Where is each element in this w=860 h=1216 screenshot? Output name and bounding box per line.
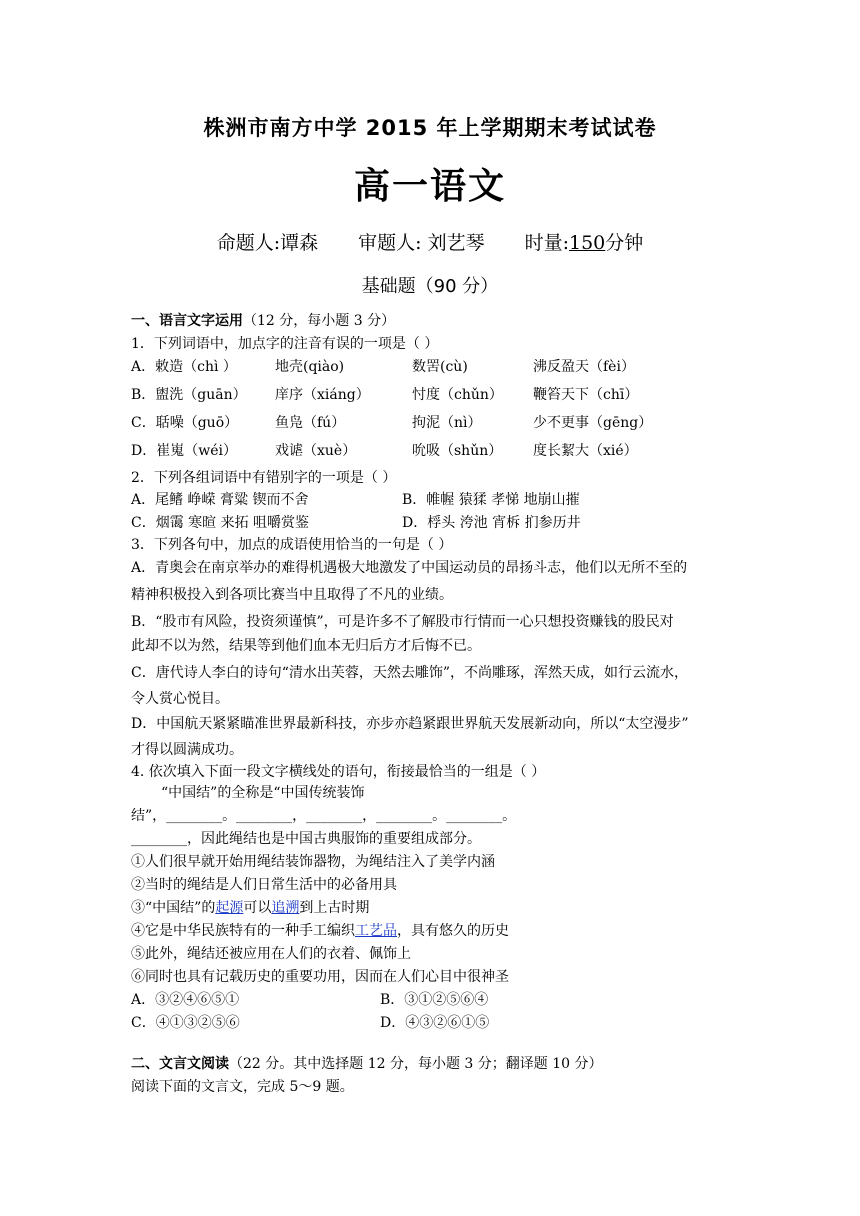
q4-sentence-5: ⑤此外，绳结还被应用在人们的衣着、佩饰上: [131, 946, 411, 962]
q3-option-d-line1: D．中国航天紧紧瞄准世界最新科技，亦步亦趋紧跟世界航天发展新动向，所以“太空漫步”: [131, 716, 689, 732]
q1-option-d-4: 度长絜大（xié）: [533, 443, 638, 459]
q1-option-c-2: 鱼凫（fú）: [275, 415, 346, 431]
q4-sentence-4: [131, 920, 509, 940]
q1-option-a-3: 数罟(cù): [412, 359, 468, 375]
link-gongyipin[interactable]: 工艺品: [355, 923, 397, 939]
school-title: 株洲市南方中学 2015 年上学期期末考试试卷: [203, 116, 657, 140]
q1-option-c-4: 少不更事（gēng）: [533, 415, 653, 431]
q1-option-b-1: B．盥洗（guān）: [131, 387, 247, 403]
q3-option-c-line2: 令人赏心悦目。: [131, 691, 229, 707]
q1-stem: 1．下列词语中，加点字的注音有误的一项是（ ）: [131, 336, 439, 352]
reviewer-label: 审题人: 刘艺琴: [358, 232, 485, 254]
q4-sentence-3: [131, 897, 369, 917]
q4-option-a: A．③②④⑥⑤①: [131, 992, 240, 1008]
q4-stem: 4. 依次填入下面一段文字横线处的语句，衔接最恰当的一组是（ ）: [131, 764, 546, 780]
q4-sentence-3-part-a: ③“中国结”的: [131, 900, 216, 916]
part2-heading-note: （22 分。其中选择题 12 分，每小题 3 分；翻译题 10 分）: [229, 1056, 603, 1072]
q1-option-c-1: C．聒噪（guō）: [131, 415, 239, 431]
q1-option-b-2: 庠序（xiáng）: [275, 387, 370, 403]
q4-sentence-4-part-b: ，具有悠久的历史: [397, 923, 509, 939]
q2-option-a: A．尾鳍 峥嵘 膏粱 锲而不舍: [131, 492, 309, 508]
q4-sentence-1: ①人们很早就开始用绳结装饰器物，为绳结注入了美学内涵: [131, 854, 495, 870]
q4-passage-line3: ________，因此绳结也是中国古典服饰的重要组成部分。: [131, 831, 481, 847]
time-unit: 分钟: [605, 232, 644, 254]
q4-passage-line1: “中国结”的全称是“中国传统装饰: [161, 785, 365, 801]
q4-sentence-2: ②当时的绳结是人们日常生活中的必备用具: [131, 877, 397, 893]
q4-sentence-4-part-a: ④它是中华民族特有的一种手工编织: [131, 923, 355, 939]
q3-option-b-line1: B．“股市有风险，投资须谨慎”，可是许多不了解股市行情而一心只想投资赚钱的股民对: [131, 614, 674, 630]
q1-option-b-3: 忖度（chǔn）: [412, 387, 503, 403]
q1-option-c-3: 拘泥（nì）: [412, 415, 482, 431]
part2-intro: 阅读下面的文言文，完成 5～9 题。: [131, 1079, 354, 1095]
q4-option-c: C．④①③②⑤⑥: [131, 1015, 240, 1031]
link-zhuisu[interactable]: 追溯: [271, 900, 300, 916]
q1-option-d-1: D．崔嵬（wéi）: [131, 443, 237, 459]
q2-option-c: C．烟霭 寒暄 来拓 咀嚼赏鉴: [131, 515, 310, 531]
q3-option-a-line2: 精神积极投入到各项比赛当中且取得了不凡的业绩。: [131, 587, 453, 603]
time-label: 时量:: [524, 232, 569, 254]
q1-option-a-4: 沸反盈天（fèi）: [533, 359, 635, 375]
q1-option-b-4: 鞭笞天下（chī）: [533, 387, 639, 403]
part2-heading-line: [131, 1053, 603, 1073]
q4-option-d: D．④③②⑥①⑤: [380, 1015, 490, 1031]
q3-option-a-line1: A．青奥会在南京举办的难得机遇极大地激发了中国运动员的昂扬斗志，他们以无所不至的: [131, 560, 688, 576]
section-title: 基础题（90 分）: [361, 276, 499, 297]
q4-sentence-3-part-b: 可以: [243, 900, 272, 916]
q1-option-d-2: 戏谑（xuè）: [275, 443, 357, 459]
q4-passage-line2: 结”，________。________，________，________。________。: [131, 808, 517, 824]
link-qiyuan[interactable]: 起源: [215, 900, 244, 916]
part1-heading: 一、语言文字运用: [131, 313, 243, 329]
q2-stem: 2．下列各组词语中有错别字的一项是（ ）: [131, 470, 397, 486]
q4-option-b: B．③①②⑤⑥④: [380, 992, 489, 1008]
setter-label: 命题人:谭森: [216, 232, 319, 254]
q3-option-d-line2: 才得以圆满成功。: [131, 742, 243, 758]
time-value: 150: [568, 232, 606, 254]
q3-option-b-line2: 此却不以为然，结果等到他们血本无归后方才后悔不已。: [131, 638, 481, 654]
part1-heading-note: （12 分，每小题 3 分）: [243, 313, 396, 329]
q2-option-b: B．帷幄 猿猱 孝悌 地崩山摧: [402, 492, 580, 508]
q4-sentence-6: ⑥同时也具有记载历史的重要功用，因而在人们心目中很神圣: [131, 969, 509, 985]
q1-option-d-3: 吮吸（shǔn）: [412, 443, 503, 459]
subject-title: 高一语文: [353, 166, 506, 207]
q4-sentence-3-part-c: 到上古时期: [299, 900, 370, 916]
part2-heading: 二、文言文阅读: [131, 1056, 229, 1072]
q3-stem: 3．下列各句中，加点的成语使用恰当的一句是（ ）: [131, 537, 453, 553]
byline: [0, 228, 860, 255]
q2-option-d: D．桴头 洿池 宵柝 扪参历井: [402, 515, 581, 531]
q3-option-c-line1: C．唐代诗人李白的诗句“清水出芙蓉，天然去雕饰”，不尚雕琢，浑然天成，如行云流水，: [131, 665, 689, 681]
q1-option-a-1: A．敕造（chì ）: [131, 359, 237, 375]
part1-heading-line: [131, 310, 395, 330]
q1-option-a-2: 地壳(qiào): [275, 359, 345, 375]
